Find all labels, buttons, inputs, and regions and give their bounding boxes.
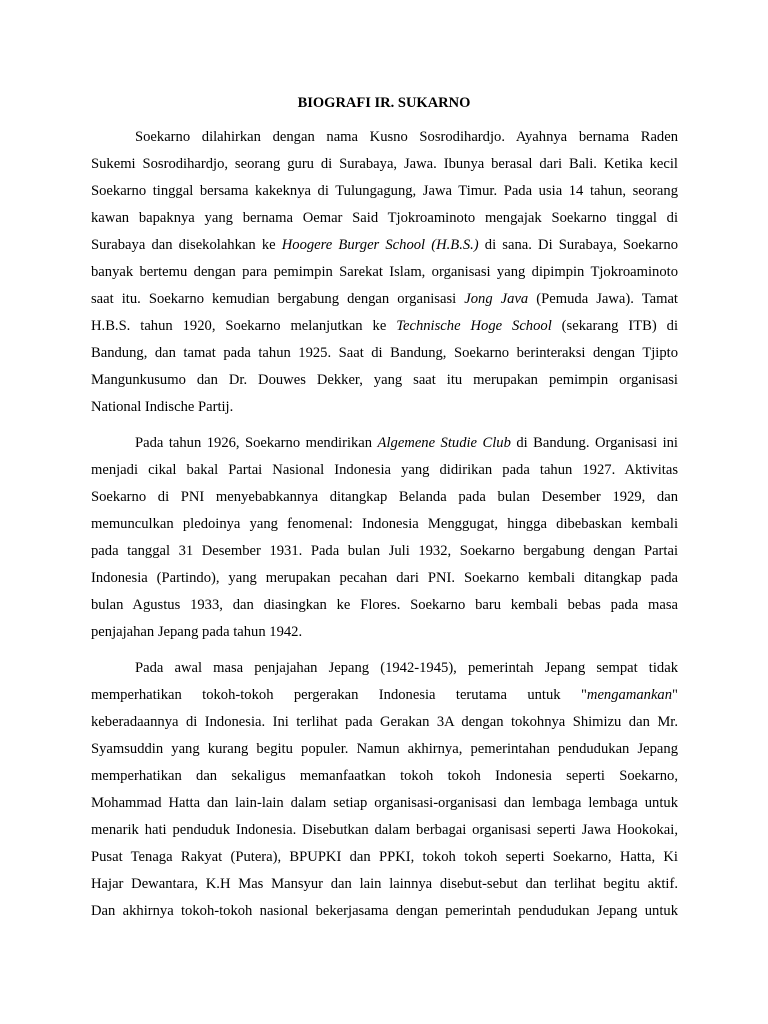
text-run: Syamsuddin yang kurang begitu populer. Namun akhirnya, pemerintahan pendudukan Jepang <box>91 741 678 757</box>
text-line <box>91 736 678 763</box>
text-line <box>91 205 678 232</box>
text-run: di sana. Di Surabaya, Soekarno <box>478 237 678 253</box>
text-run: (sekarang ITB) di <box>551 318 678 334</box>
text-run: " <box>672 687 678 703</box>
text-line <box>91 151 678 178</box>
text-run: saat itu. Soekarno kemudian bergabung dengan organisasi <box>91 291 465 307</box>
text-line <box>91 313 678 340</box>
text-line <box>91 457 678 484</box>
text-line <box>91 763 678 790</box>
text-line <box>91 898 678 925</box>
text-run: Soekarno tinggal bersama kakeknya di Tulungagung, Jawa Timur. Pada usia 14 tahun, seorang <box>91 183 678 199</box>
text-line <box>91 844 678 871</box>
paragraph-3 <box>91 655 678 925</box>
paragraph-2 <box>91 430 678 646</box>
document-body <box>91 124 678 925</box>
text-run: menjadi cikal bakal Partai Nasional Indonesia yang didirikan pada tahun 1927. Aktivitas <box>91 462 678 478</box>
text-line <box>91 340 678 367</box>
text-run: menarik hati penduduk Indonesia. Disebutkan dalam berbagai organisasi seperti Jawa Hookokai, <box>91 822 678 838</box>
text-run: Pusat Tenaga Rakyat (Putera), BPUPKI dan PPKI, tokoh tokoh seperti Soekarno, Hatta, Ki <box>91 849 678 865</box>
text-run: (Pemuda Jawa). Tamat <box>528 291 678 307</box>
text-line <box>91 682 678 709</box>
italic-term: Algemene Studie Club <box>377 435 511 451</box>
text-line <box>91 178 678 205</box>
text-line <box>91 538 678 565</box>
text-line <box>91 484 678 511</box>
text-run: Hajar Dewantara, K.H Mas Mansyur dan lain lainnya disebut-sebut dan terlihat begitu aktif. <box>91 876 678 892</box>
text-run: Bandung, dan tamat pada tahun 1925. Saat di Bandung, Soekarno berinteraksi dengan Tjipto <box>91 345 678 361</box>
text-run: Mohammad Hatta dan lain-lain dalam setiap organisasi-organisasi dan lembaga lembaga untuk <box>91 795 678 811</box>
text-run: Soekarno dilahirkan dengan nama Kusno Sosrodihardjo. Ayahnya bernama Raden <box>135 129 678 145</box>
italic-term: Jong Java <box>464 291 529 307</box>
text-run: memperhatikan dan sekaligus memanfaatkan tokoh tokoh Indonesia seperti Soekarno, <box>91 768 678 784</box>
text-line <box>91 430 678 457</box>
text-run: Pada tahun 1926, Soekarno mendirikan <box>135 435 378 451</box>
text-run: Indonesia (Partindo), yang merupakan pecahan dari PNI. Soekarno kembali ditangkap pada <box>91 570 678 586</box>
text-line <box>91 124 678 151</box>
paragraph-1 <box>91 124 678 421</box>
text-run: keberadaannya di Indonesia. Ini terlihat pada Gerakan 3A dengan tokohnya Shimizu dan Mr. <box>91 714 678 730</box>
text-line <box>91 817 678 844</box>
text-line <box>91 592 678 619</box>
text-run: memperhatikan tokoh-tokoh pergerakan Indonesia terutama untuk " <box>91 687 587 703</box>
text-run: memunculkan pledoinya yang fenomenal: Indonesia Menggugat, hingga dibebaskan kembali <box>91 516 678 532</box>
text-run: pada tanggal 31 Desember 1931. Pada bulan Juli 1932, Soekarno bergabung dengan Partai <box>91 543 678 559</box>
text-run: bulan Agustus 1933, dan diasingkan ke Flores. Soekarno baru kembali bebas pada masa <box>91 597 678 613</box>
italic-term: Technische Hoge School <box>396 318 552 334</box>
document-title: BIOGRAFI IR. SUKARNO <box>297 95 471 111</box>
text-run: Surabaya dan disekolahkan ke <box>91 237 282 253</box>
text-line <box>91 619 678 646</box>
text-line <box>91 232 678 259</box>
text-line <box>91 871 678 898</box>
text-run: Dan akhirnya tokoh-tokoh nasional bekerjasama dengan pemerintah pendudukan Jepang untuk <box>91 903 678 919</box>
text-line <box>91 367 678 394</box>
text-run: kawan bapaknya yang bernama Oemar Said Tjokroaminoto mengajak Soekarno tinggal di <box>91 210 678 226</box>
text-line <box>91 790 678 817</box>
text-run: H.B.S. tahun 1920, Soekarno melanjutkan ke <box>91 318 397 334</box>
text-run: National Indische Partij. <box>91 399 234 415</box>
text-run: banyak bertemu dengan para pemimpin Sarekat Islam, organisasi yang dipimpin Tjokroaminoto <box>91 264 678 280</box>
text-run: Sukemi Sosrodihardjo, seorang guru di Surabaya, Jawa. Ibunya berasal dari Bali. Ketika kecil <box>91 156 678 172</box>
text-run: Pada awal masa penjajahan Jepang (1942-1945), pemerintah Jepang sempat tidak <box>135 660 678 676</box>
text-line <box>91 511 678 538</box>
text-line <box>91 259 678 286</box>
text-line <box>91 394 678 421</box>
text-run: Mangunkusumo dan Dr. Douwes Dekker, yang saat itu merupakan pemimpin organisasi <box>91 372 678 388</box>
text-line <box>91 655 678 682</box>
italic-term: Hoogere Burger School (H.B.S.) <box>281 237 479 253</box>
italic-term: mengamankan <box>586 687 673 703</box>
text-line <box>91 709 678 736</box>
text-run: Soekarno di PNI menyebabkannya ditangkap Belanda pada bulan Desember 1929, dan <box>91 489 678 505</box>
text-run: di Bandung. Organisasi ini <box>510 435 678 451</box>
text-line <box>91 286 678 313</box>
text-line <box>91 565 678 592</box>
text-run: penjajahan Jepang pada tahun 1942. <box>91 624 303 640</box>
